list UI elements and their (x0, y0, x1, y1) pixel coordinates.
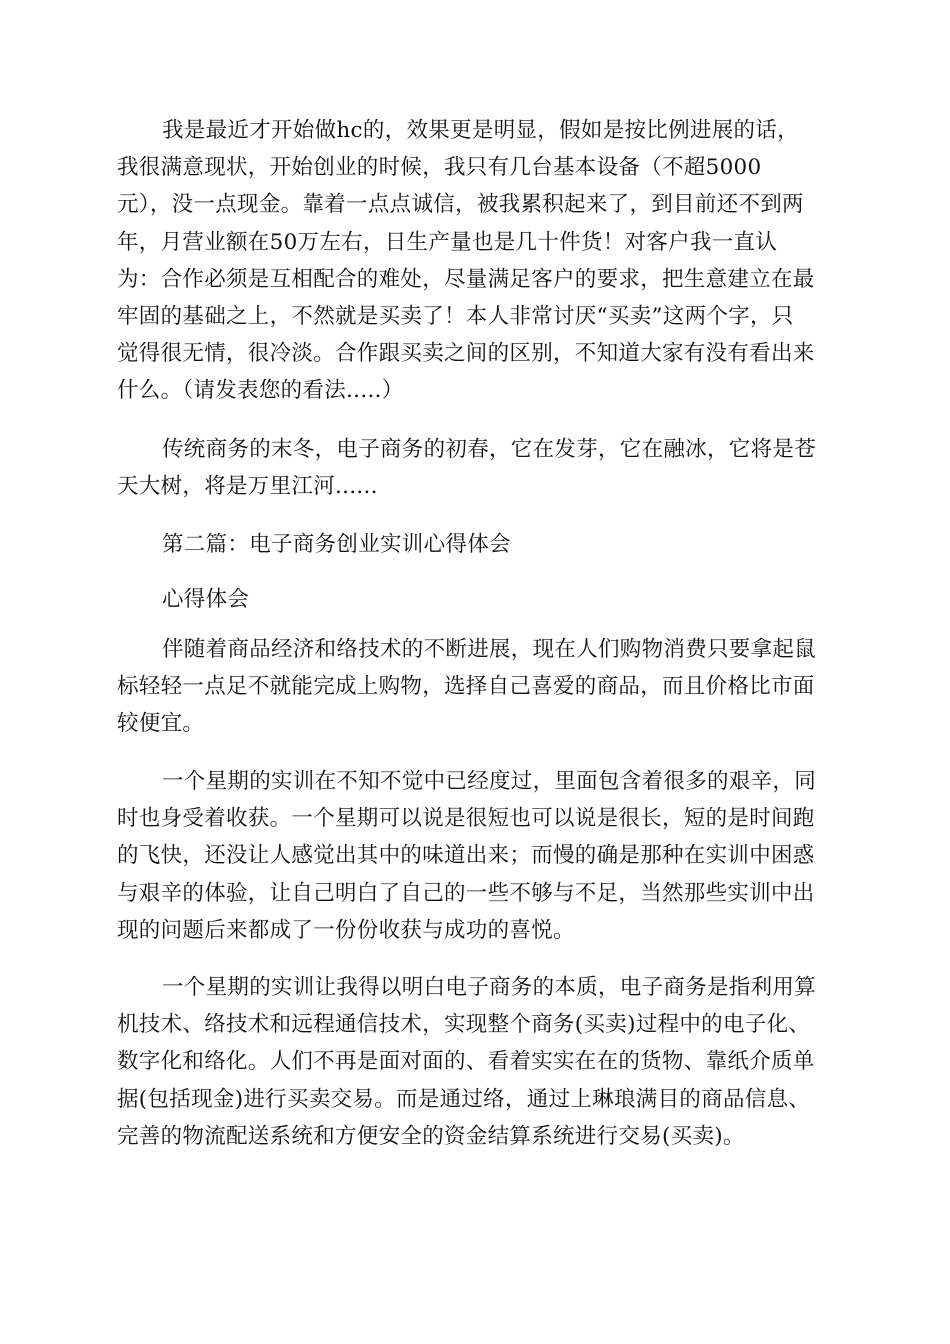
paragraph-line: 伴随着商品经济和络技术的不断进展，现在人们购物消费只要拿起鼠 (162, 637, 817, 662)
paragraph-line: 元），没一点现金。靠着一点点诚信，被我累积起来了，到目前还不到两 (117, 192, 804, 218)
subsection-title: 心得体会 (162, 587, 250, 612)
paragraph-line: 天大树，将是万里江河...... (117, 474, 378, 500)
paragraph-2 (117, 431, 835, 505)
paragraph-line: 牢固的基础之上，不然就是买卖了！本人非常讨厌“买卖”这两个字，只 (117, 304, 794, 330)
paragraph-4 (117, 763, 835, 949)
paragraph-line: 完善的物流配送系统和方便安全的资金结算系统进行交易(买卖)。 (117, 1123, 745, 1149)
paragraph-line: 为：合作必须是互相配合的难处，尽量满足客户的要求，把生意建立在最 (117, 266, 815, 292)
paragraph-line: 较便宜。 (117, 711, 205, 737)
paragraph-line: 觉得很无情，很冷淡。合作跟买卖之间的区别，不知道大家有没有看出来 (117, 341, 815, 367)
paragraph-line: 与艰辛的体验，让自己明白了自己的一些不够与不足，当然那些实训中出 (117, 880, 815, 906)
section-heading (117, 526, 835, 563)
paragraph-line: 数字化和络化。人们不再是面对面的、看着实实在在的货物、靠纸介质单 (117, 1049, 815, 1075)
paragraph-1 (117, 112, 835, 410)
paragraph-line: 一个星期的实训在不知不觉中已经度过，里面包含着很多的艰辛，同 (162, 769, 817, 794)
paragraph-line: 的飞快，还没让人感觉出其中的味道出来；而慢的确是那种在实训中困惑 (117, 843, 815, 869)
paragraph-line: 我很满意现状，开始创业的时候，我只有几台基本设备（不超5000 (117, 155, 762, 181)
paragraph-line: 标轻轻一点足不就能完成上购物，选择自己喜爱的商品，而且价格比市面 (117, 674, 815, 700)
subsection-heading (117, 581, 835, 618)
paragraph-line: 传统商务的末冬，电子商务的初春，它在发芽，它在融冰，它将是苍 (162, 437, 817, 462)
paragraph-5 (117, 969, 835, 1155)
paragraph-line: 机技术、络技术和远程通信技术，实现整个商务(买卖)过程中的电子化、 (117, 1012, 811, 1038)
paragraph-line: 据(包括现金)进行买卖交易。而是通过络，通过上琳琅满目的商品信息、 (117, 1086, 811, 1112)
paragraph-line: 时也身受着收获。一个星期可以说是很短也可以说是很长，短的是时间跑 (117, 806, 815, 832)
paragraph-line: 一个星期的实训让我得以明白电子商务的本质，电子商务是指利用算 (162, 975, 817, 1000)
paragraph-line: 什么。（请发表您的看法.....） (117, 378, 404, 404)
paragraph-line: 我是最近才开始做hc的，效果更是明显，假如是按比例进展的话， (162, 118, 799, 143)
paragraph-3 (117, 631, 835, 743)
paragraph-line: 年，月营业额在50万左右，日生产量也是几十件货！对客户我一直认 (117, 229, 778, 255)
section-title: 第二篇：电子商务创业实训心得体会 (162, 532, 511, 557)
paragraph-line: 现的问题后来都成了一份份收获与成功的喜悦。 (117, 917, 575, 943)
